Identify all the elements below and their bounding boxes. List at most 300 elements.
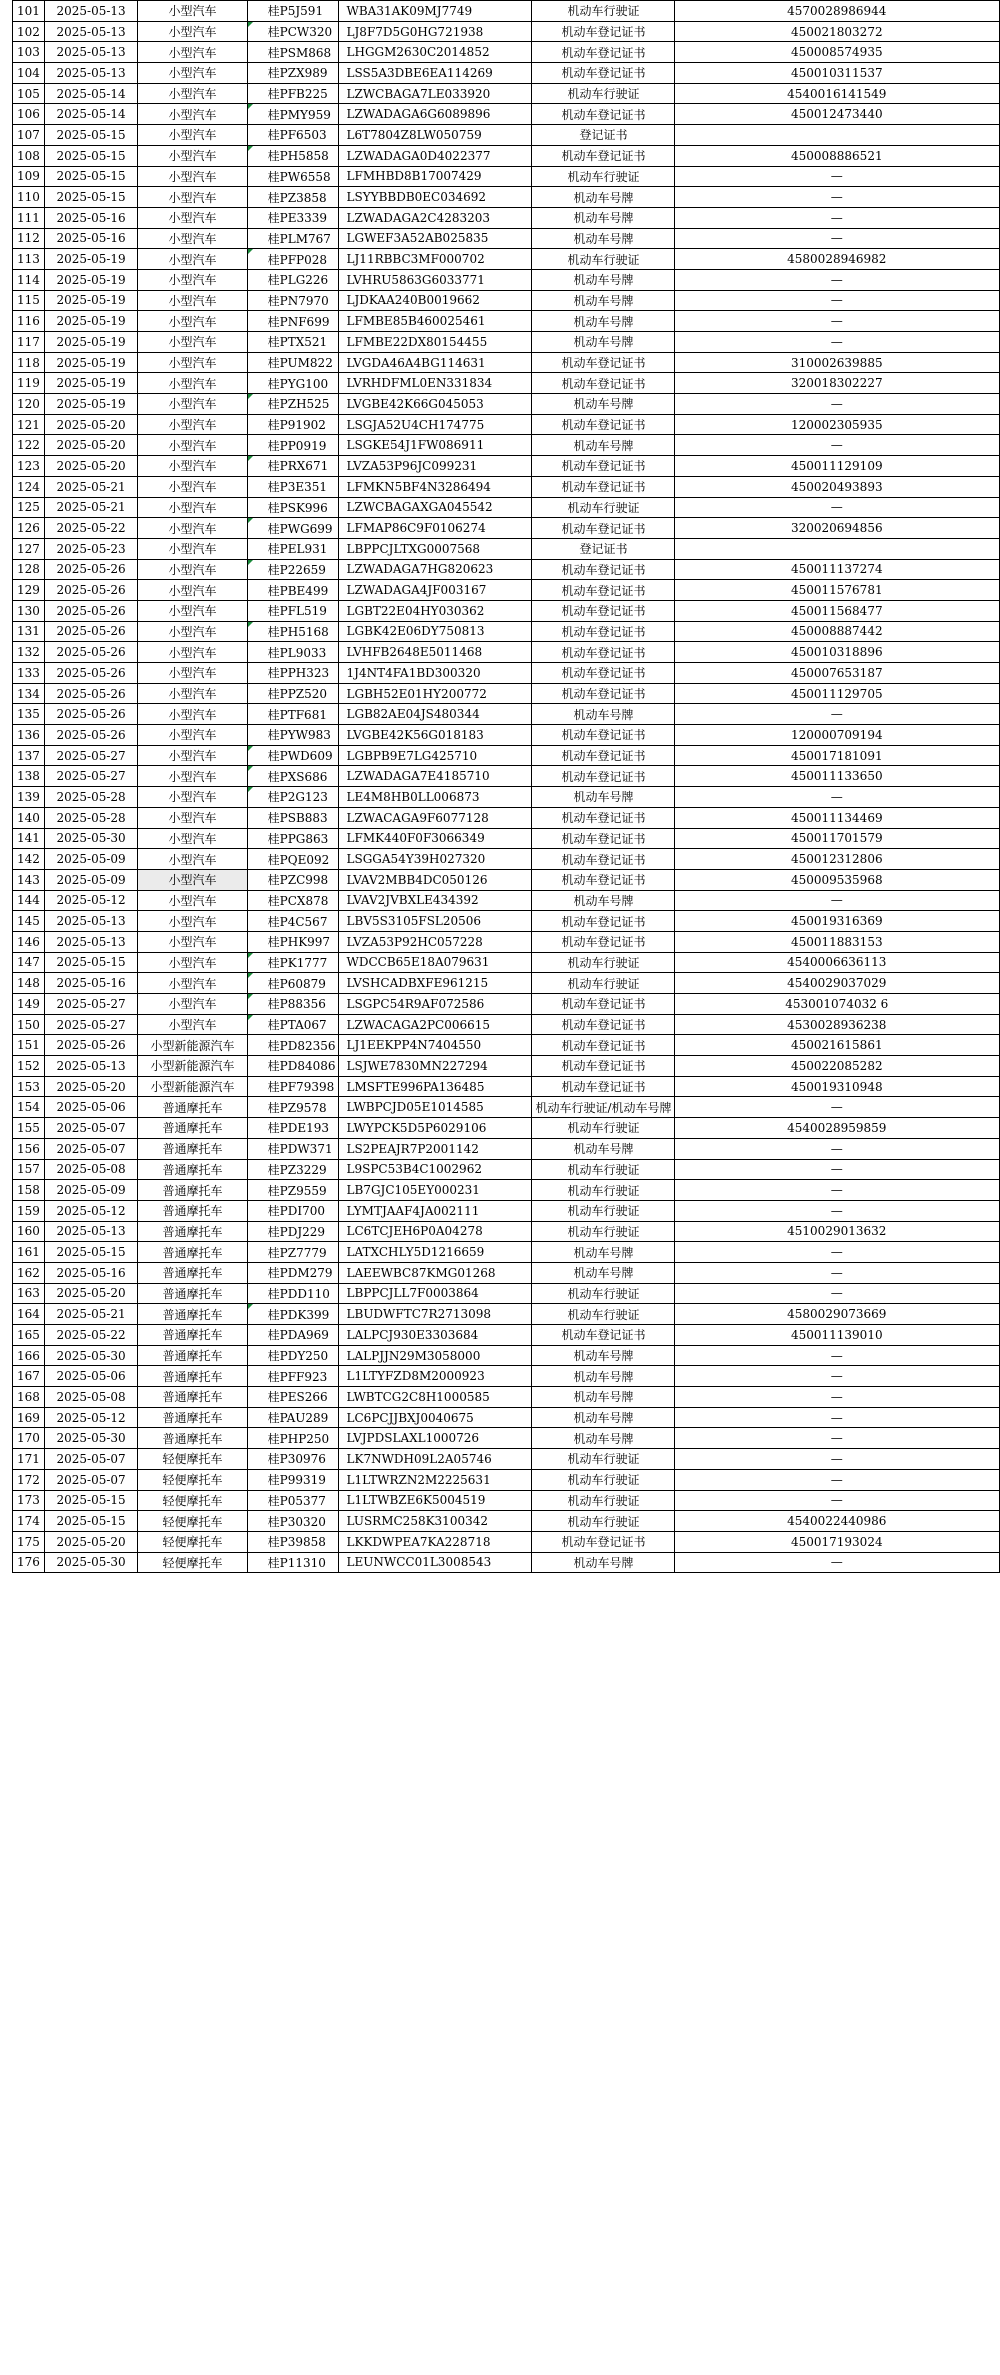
vehicle-type-cell[interactable]: 小型汽车 [138, 683, 247, 704]
vin-cell[interactable]: 1J4NT4FA1BD300320 [338, 663, 531, 684]
vehicle-type-cell[interactable]: 小型汽车 [138, 766, 247, 787]
vin-cell[interactable]: LBUDWFTC7R2713098 [338, 1304, 531, 1325]
certificate-number-cell[interactable]: — [674, 1242, 999, 1263]
date-cell[interactable]: 2025-05-26 [44, 642, 137, 663]
row-number-cell[interactable]: 168 [13, 1387, 45, 1408]
row-number-cell[interactable]: 176 [13, 1552, 45, 1573]
row-number-cell[interactable]: 145 [13, 911, 45, 932]
plate-number-cell[interactable]: 桂PZC998 [247, 869, 338, 890]
row-number-cell[interactable]: 148 [13, 973, 45, 994]
row-number-cell[interactable]: 166 [13, 1345, 45, 1366]
date-cell[interactable]: 2025-05-26 [44, 600, 137, 621]
document-type-cell[interactable]: 机动车登记证书 [531, 456, 674, 477]
document-type-cell[interactable]: 机动车号牌 [531, 290, 674, 311]
row-number-cell[interactable]: 129 [13, 580, 45, 601]
row-number-cell[interactable]: 161 [13, 1242, 45, 1263]
plate-number-cell[interactable]: 桂PDW371 [247, 1138, 338, 1159]
certificate-number-cell[interactable]: — [674, 1366, 999, 1387]
certificate-number-cell[interactable]: 450008574935 [674, 42, 999, 63]
vehicle-type-cell[interactable]: 小型汽车 [138, 125, 247, 146]
certificate-number-cell[interactable]: 450022085282 [674, 1056, 999, 1077]
row-number-cell[interactable]: 114 [13, 269, 45, 290]
vin-cell[interactable]: LBPPCJLTXG0007568 [338, 538, 531, 559]
plate-number-cell[interactable]: 桂P99319 [247, 1469, 338, 1490]
row-number-cell[interactable]: 123 [13, 456, 45, 477]
vehicle-type-cell[interactable]: 轻便摩托车 [138, 1511, 247, 1532]
document-type-cell[interactable]: 机动车登记证书 [531, 663, 674, 684]
vin-cell[interactable]: LK7NWDH09L2A05746 [338, 1449, 531, 1470]
certificate-number-cell[interactable]: — [674, 1159, 999, 1180]
vin-cell[interactable]: LWYPCK5D5P6029106 [338, 1118, 531, 1139]
vin-cell[interactable]: LFMK440F0F3066349 [338, 828, 531, 849]
document-type-cell[interactable]: 机动车号牌 [531, 394, 674, 415]
row-number-cell[interactable]: 135 [13, 704, 45, 725]
row-number-cell[interactable]: 108 [13, 145, 45, 166]
certificate-number-cell[interactable]: 450011137274 [674, 559, 999, 580]
date-cell[interactable]: 2025-05-23 [44, 538, 137, 559]
vin-cell[interactable]: LYMTJAAF4JA002111 [338, 1200, 531, 1221]
vehicle-type-cell[interactable]: 小型汽车 [138, 1, 247, 22]
certificate-number-cell[interactable]: — [674, 332, 999, 353]
row-number-cell[interactable]: 139 [13, 787, 45, 808]
document-type-cell[interactable]: 机动车行驶证 [531, 166, 674, 187]
row-number-cell[interactable]: 116 [13, 311, 45, 332]
vehicle-type-cell[interactable]: 轻便摩托车 [138, 1490, 247, 1511]
document-type-cell[interactable]: 机动车登记证书 [531, 42, 674, 63]
certificate-number-cell[interactable]: — [674, 435, 999, 456]
row-number-cell[interactable]: 134 [13, 683, 45, 704]
date-cell[interactable]: 2025-05-19 [44, 290, 137, 311]
date-cell[interactable]: 2025-05-26 [44, 580, 137, 601]
date-cell[interactable]: 2025-05-15 [44, 1511, 137, 1532]
document-type-cell[interactable]: 机动车登记证书 [531, 1531, 674, 1552]
plate-number-cell[interactable]: 桂PTX521 [247, 332, 338, 353]
row-number-cell[interactable]: 140 [13, 807, 45, 828]
vin-cell[interactable]: LC6PCJJBXJ0040675 [338, 1407, 531, 1428]
vehicle-type-cell[interactable]: 小型汽车 [138, 663, 247, 684]
certificate-number-cell[interactable]: 450011568477 [674, 600, 999, 621]
row-number-cell[interactable]: 136 [13, 725, 45, 746]
vehicle-type-cell[interactable]: 小型汽车 [138, 828, 247, 849]
vin-cell[interactable]: LZWADAGA2C4283203 [338, 207, 531, 228]
date-cell[interactable]: 2025-05-30 [44, 828, 137, 849]
plate-number-cell[interactable]: 桂PDA969 [247, 1325, 338, 1346]
row-number-cell[interactable]: 111 [13, 207, 45, 228]
date-cell[interactable]: 2025-05-20 [44, 456, 137, 477]
plate-number-cell[interactable]: 桂PDJ229 [247, 1221, 338, 1242]
plate-number-cell[interactable]: 桂PNF699 [247, 311, 338, 332]
certificate-number-cell[interactable]: 4540006636113 [674, 952, 999, 973]
row-number-cell[interactable]: 167 [13, 1366, 45, 1387]
vehicle-type-cell[interactable]: 普通摩托车 [138, 1428, 247, 1449]
date-cell[interactable]: 2025-05-15 [44, 187, 137, 208]
vin-cell[interactable]: LHGGM2630C2014852 [338, 42, 531, 63]
date-cell[interactable]: 2025-05-26 [44, 683, 137, 704]
date-cell[interactable]: 2025-05-27 [44, 1014, 137, 1035]
certificate-number-cell[interactable]: 450017181091 [674, 745, 999, 766]
row-number-cell[interactable]: 149 [13, 994, 45, 1015]
vehicle-type-cell[interactable]: 小型汽车 [138, 104, 247, 125]
plate-number-cell[interactable]: 桂PD82356 [247, 1035, 338, 1056]
vin-cell[interactable]: LZWCBAGAXGA045542 [338, 497, 531, 518]
certificate-number-cell[interactable]: — [674, 890, 999, 911]
vin-cell[interactable]: LB7GJC105EY000231 [338, 1180, 531, 1201]
document-type-cell[interactable]: 机动车号牌 [531, 890, 674, 911]
vehicle-type-cell[interactable]: 小型汽车 [138, 725, 247, 746]
vehicle-type-cell[interactable]: 小型汽车 [138, 187, 247, 208]
certificate-number-cell[interactable]: 450011139010 [674, 1325, 999, 1346]
vehicle-type-cell[interactable]: 小型汽车 [138, 166, 247, 187]
document-type-cell[interactable]: 机动车行驶证 [531, 1118, 674, 1139]
row-number-cell[interactable]: 164 [13, 1304, 45, 1325]
row-number-cell[interactable]: 118 [13, 352, 45, 373]
plate-number-cell[interactable]: 桂P2G123 [247, 787, 338, 808]
date-cell[interactable]: 2025-05-07 [44, 1469, 137, 1490]
vin-cell[interactable]: L6T7804Z8LW050759 [338, 125, 531, 146]
vin-cell[interactable]: LATXCHLY5D1216659 [338, 1242, 531, 1263]
vehicle-type-cell[interactable]: 小型汽车 [138, 973, 247, 994]
vin-cell[interactable]: LFMAP86C9F0106274 [338, 518, 531, 539]
vin-cell[interactable]: L1LTYFZD8M2000923 [338, 1366, 531, 1387]
document-type-cell[interactable]: 机动车登记证书 [531, 994, 674, 1015]
certificate-number-cell[interactable]: 450010318896 [674, 642, 999, 663]
vin-cell[interactable]: LVSHCADBXFE961215 [338, 973, 531, 994]
date-cell[interactable]: 2025-05-22 [44, 1325, 137, 1346]
vin-cell[interactable]: LKKDWPEA7KA228718 [338, 1531, 531, 1552]
row-number-cell[interactable]: 138 [13, 766, 45, 787]
document-type-cell[interactable]: 机动车号牌 [531, 1387, 674, 1408]
certificate-number-cell[interactable]: — [674, 787, 999, 808]
document-type-cell[interactable]: 机动车登记证书 [531, 745, 674, 766]
certificate-number-cell[interactable]: 450019316369 [674, 911, 999, 932]
vehicle-type-cell[interactable]: 小型汽车 [138, 807, 247, 828]
plate-number-cell[interactable]: 桂PZ3858 [247, 187, 338, 208]
plate-number-cell[interactable]: 桂PLG226 [247, 269, 338, 290]
document-type-cell[interactable]: 机动车号牌 [531, 704, 674, 725]
vehicle-type-cell[interactable]: 普通摩托车 [138, 1325, 247, 1346]
row-number-cell[interactable]: 109 [13, 166, 45, 187]
date-cell[interactable]: 2025-05-07 [44, 1118, 137, 1139]
certificate-number-cell[interactable]: 450008886521 [674, 145, 999, 166]
date-cell[interactable]: 2025-05-30 [44, 1345, 137, 1366]
date-cell[interactable]: 2025-05-12 [44, 1407, 137, 1428]
plate-number-cell[interactable]: 桂PF6503 [247, 125, 338, 146]
document-type-cell[interactable]: 机动车登记证书 [531, 1325, 674, 1346]
vehicle-type-cell[interactable]: 小型汽车 [138, 414, 247, 435]
plate-number-cell[interactable]: 桂PDD110 [247, 1283, 338, 1304]
certificate-number-cell[interactable]: — [674, 1469, 999, 1490]
certificate-number-cell[interactable]: — [674, 228, 999, 249]
vin-cell[interactable]: LEUNWCC01L3008543 [338, 1552, 531, 1573]
certificate-number-cell[interactable]: 4570028986944 [674, 1, 999, 22]
certificate-number-cell[interactable]: — [674, 269, 999, 290]
vehicle-type-cell[interactable]: 小型汽车 [138, 787, 247, 808]
vin-cell[interactable]: L9SPC53B4C1002962 [338, 1159, 531, 1180]
row-number-cell[interactable]: 115 [13, 290, 45, 311]
certificate-number-cell[interactable]: — [674, 1449, 999, 1470]
row-number-cell[interactable]: 126 [13, 518, 45, 539]
row-number-cell[interactable]: 131 [13, 621, 45, 642]
date-cell[interactable]: 2025-05-19 [44, 394, 137, 415]
certificate-number-cell[interactable]: 120002305935 [674, 414, 999, 435]
vehicle-type-cell[interactable]: 小型新能源汽车 [138, 1076, 247, 1097]
plate-number-cell[interactable]: 桂PFP028 [247, 249, 338, 270]
document-type-cell[interactable]: 机动车登记证书 [531, 63, 674, 84]
vehicle-type-cell[interactable]: 小型汽车 [138, 994, 247, 1015]
date-cell[interactable]: 2025-05-19 [44, 269, 137, 290]
document-type-cell[interactable]: 机动车行驶证 [531, 249, 674, 270]
vehicle-type-cell[interactable]: 小型汽车 [138, 911, 247, 932]
plate-number-cell[interactable]: 桂PDK399 [247, 1304, 338, 1325]
date-cell[interactable]: 2025-05-08 [44, 1159, 137, 1180]
plate-number-cell[interactable]: 桂PLM767 [247, 228, 338, 249]
vehicle-type-cell[interactable]: 小型汽车 [138, 621, 247, 642]
vin-cell[interactable]: LGWEF3A52AB025835 [338, 228, 531, 249]
certificate-number-cell[interactable]: — [674, 290, 999, 311]
document-type-cell[interactable]: 机动车登记证书 [531, 1076, 674, 1097]
vehicle-type-cell[interactable]: 小型汽车 [138, 332, 247, 353]
row-number-cell[interactable]: 157 [13, 1159, 45, 1180]
row-number-cell[interactable]: 117 [13, 332, 45, 353]
certificate-number-cell[interactable]: 4540016141549 [674, 83, 999, 104]
vin-cell[interactable]: LE4M8HB0LL006873 [338, 787, 531, 808]
date-cell[interactable]: 2025-05-22 [44, 518, 137, 539]
row-number-cell[interactable]: 143 [13, 869, 45, 890]
vin-cell[interactable]: LFMHBD8B17007429 [338, 166, 531, 187]
vin-cell[interactable]: WBA31AK09MJ7749 [338, 1, 531, 22]
row-number-cell[interactable]: 174 [13, 1511, 45, 1532]
certificate-number-cell[interactable]: 4540029037029 [674, 973, 999, 994]
date-cell[interactable]: 2025-05-14 [44, 83, 137, 104]
vehicle-type-cell[interactable]: 小型汽车 [138, 745, 247, 766]
date-cell[interactable]: 2025-05-30 [44, 1552, 137, 1573]
certificate-number-cell[interactable]: 450011129109 [674, 456, 999, 477]
document-type-cell[interactable]: 机动车号牌 [531, 311, 674, 332]
certificate-number-cell[interactable]: — [674, 1345, 999, 1366]
vin-cell[interactable]: LFMKN5BF4N3286494 [338, 476, 531, 497]
vin-cell[interactable]: LGB82AE04JS480344 [338, 704, 531, 725]
certificate-number-cell[interactable]: 450011133650 [674, 766, 999, 787]
plate-number-cell[interactable]: 桂PFF923 [247, 1366, 338, 1387]
plate-number-cell[interactable]: 桂PL9033 [247, 642, 338, 663]
document-type-cell[interactable]: 机动车行驶证 [531, 952, 674, 973]
plate-number-cell[interactable]: 桂PTA067 [247, 1014, 338, 1035]
vehicle-type-cell[interactable]: 小型汽车 [138, 290, 247, 311]
vehicle-type-cell[interactable]: 小型新能源汽车 [138, 1035, 247, 1056]
document-type-cell[interactable]: 机动车登记证书 [531, 807, 674, 828]
vin-cell[interactable]: LFMBE85B460025461 [338, 311, 531, 332]
certificate-number-cell[interactable]: — [674, 497, 999, 518]
vin-cell[interactable]: LVZA53P92HC057228 [338, 931, 531, 952]
document-type-cell[interactable]: 登记证书 [531, 125, 674, 146]
vin-cell[interactable]: LSYYBBDB0EC034692 [338, 187, 531, 208]
row-number-cell[interactable]: 137 [13, 745, 45, 766]
plate-number-cell[interactable]: 桂PPG863 [247, 828, 338, 849]
row-number-cell[interactable]: 153 [13, 1076, 45, 1097]
date-cell[interactable]: 2025-05-28 [44, 807, 137, 828]
vin-cell[interactable]: LALPJJN29M3058000 [338, 1345, 531, 1366]
document-type-cell[interactable]: 机动车登记证书 [531, 1014, 674, 1035]
plate-number-cell[interactable]: 桂P05377 [247, 1490, 338, 1511]
document-type-cell[interactable]: 机动车号牌 [531, 1407, 674, 1428]
vehicle-type-cell[interactable]: 普通摩托车 [138, 1138, 247, 1159]
row-number-cell[interactable]: 144 [13, 890, 45, 911]
certificate-number-cell[interactable]: 450007653187 [674, 663, 999, 684]
row-number-cell[interactable]: 173 [13, 1490, 45, 1511]
certificate-number-cell[interactable]: — [674, 1097, 999, 1118]
date-cell[interactable]: 2025-05-21 [44, 476, 137, 497]
document-type-cell[interactable]: 机动车号牌 [531, 269, 674, 290]
vehicle-type-cell[interactable]: 普通摩托车 [138, 1159, 247, 1180]
plate-number-cell[interactable]: 桂PZ7779 [247, 1242, 338, 1263]
plate-number-cell[interactable]: 桂P3E351 [247, 476, 338, 497]
vehicle-type-cell[interactable]: 小型新能源汽车 [138, 1056, 247, 1077]
plate-number-cell[interactable]: 桂PUM822 [247, 352, 338, 373]
plate-number-cell[interactable]: 桂PES266 [247, 1387, 338, 1408]
vehicle-type-cell[interactable]: 普通摩托车 [138, 1200, 247, 1221]
vin-cell[interactable]: LVJPDSLAXL1000726 [338, 1428, 531, 1449]
date-cell[interactable]: 2025-05-19 [44, 373, 137, 394]
plate-number-cell[interactable]: 桂PSK996 [247, 497, 338, 518]
vin-cell[interactable]: LZWACAGA9F6077128 [338, 807, 531, 828]
plate-number-cell[interactable]: 桂PZX989 [247, 63, 338, 84]
document-type-cell[interactable]: 机动车号牌 [531, 1366, 674, 1387]
certificate-number-cell[interactable]: 4540028959859 [674, 1118, 999, 1139]
date-cell[interactable]: 2025-05-09 [44, 869, 137, 890]
vehicle-type-cell[interactable]: 轻便摩托车 [138, 1552, 247, 1573]
certificate-number-cell[interactable]: 450011883153 [674, 931, 999, 952]
plate-number-cell[interactable]: 桂PFL519 [247, 600, 338, 621]
document-type-cell[interactable]: 机动车号牌 [531, 1428, 674, 1449]
date-cell[interactable]: 2025-05-13 [44, 911, 137, 932]
plate-number-cell[interactable]: 桂P30320 [247, 1511, 338, 1532]
vin-cell[interactable]: LJ11RBBC3MF000702 [338, 249, 531, 270]
row-number-cell[interactable]: 170 [13, 1428, 45, 1449]
date-cell[interactable]: 2025-05-15 [44, 145, 137, 166]
document-type-cell[interactable]: 机动车号牌 [531, 228, 674, 249]
row-number-cell[interactable]: 112 [13, 228, 45, 249]
plate-number-cell[interactable]: 桂PRX671 [247, 456, 338, 477]
vin-cell[interactable]: L1LTWRZN2M2225631 [338, 1469, 531, 1490]
date-cell[interactable]: 2025-05-16 [44, 1262, 137, 1283]
document-type-cell[interactable]: 机动车行驶证 [531, 1180, 674, 1201]
plate-number-cell[interactable]: 桂P30976 [247, 1449, 338, 1470]
vehicle-type-cell[interactable]: 小型汽车 [138, 394, 247, 415]
certificate-number-cell[interactable]: 450021803272 [674, 21, 999, 42]
date-cell[interactable]: 2025-05-26 [44, 1035, 137, 1056]
row-number-cell[interactable]: 156 [13, 1138, 45, 1159]
certificate-number-cell[interactable]: — [674, 1180, 999, 1201]
certificate-number-cell[interactable]: — [674, 1200, 999, 1221]
certificate-number-cell[interactable]: — [674, 1138, 999, 1159]
document-type-cell[interactable]: 机动车行驶证 [531, 1449, 674, 1470]
certificate-number-cell[interactable]: 450011701579 [674, 828, 999, 849]
certificate-number-cell[interactable]: 450011134469 [674, 807, 999, 828]
plate-number-cell[interactable]: 桂PCW320 [247, 21, 338, 42]
plate-number-cell[interactable]: 桂PP0919 [247, 435, 338, 456]
vin-cell[interactable]: LMSFTE996PA136485 [338, 1076, 531, 1097]
date-cell[interactable]: 2025-05-26 [44, 663, 137, 684]
plate-number-cell[interactable]: 桂PDM279 [247, 1262, 338, 1283]
vehicle-type-cell[interactable]: 小型汽车 [138, 352, 247, 373]
document-type-cell[interactable]: 机动车登记证书 [531, 21, 674, 42]
vehicle-type-cell[interactable]: 小型汽车 [138, 518, 247, 539]
date-cell[interactable]: 2025-05-26 [44, 725, 137, 746]
document-type-cell[interactable]: 机动车行驶证 [531, 1490, 674, 1511]
vehicle-type-cell[interactable]: 普通摩托车 [138, 1387, 247, 1408]
vin-cell[interactable]: LVGDA46A4BG114631 [338, 352, 531, 373]
row-number-cell[interactable]: 163 [13, 1283, 45, 1304]
row-number-cell[interactable]: 124 [13, 476, 45, 497]
vin-cell[interactable]: LVHFB2648E5011468 [338, 642, 531, 663]
date-cell[interactable]: 2025-05-27 [44, 745, 137, 766]
certificate-number-cell[interactable]: 4510029013632 [674, 1221, 999, 1242]
row-number-cell[interactable]: 125 [13, 497, 45, 518]
document-type-cell[interactable]: 机动车行驶证 [531, 1221, 674, 1242]
row-number-cell[interactable]: 155 [13, 1118, 45, 1139]
vehicle-type-cell[interactable]: 小型汽车 [138, 704, 247, 725]
vehicle-type-cell[interactable]: 普通摩托车 [138, 1118, 247, 1139]
document-type-cell[interactable]: 机动车行驶证 [531, 1, 674, 22]
plate-number-cell[interactable]: 桂PZ3229 [247, 1159, 338, 1180]
document-type-cell[interactable]: 机动车行驶证 [531, 83, 674, 104]
document-type-cell[interactable]: 机动车号牌 [531, 207, 674, 228]
row-number-cell[interactable]: 119 [13, 373, 45, 394]
row-number-cell[interactable]: 146 [13, 931, 45, 952]
vehicle-type-cell[interactable]: 小型汽车 [138, 269, 247, 290]
date-cell[interactable]: 2025-05-26 [44, 704, 137, 725]
row-number-cell[interactable]: 147 [13, 952, 45, 973]
certificate-number-cell[interactable]: — [674, 394, 999, 415]
vin-cell[interactable]: LWBTCG2C8H1000585 [338, 1387, 531, 1408]
vehicle-type-cell[interactable]: 小型汽车 [138, 538, 247, 559]
row-number-cell[interactable]: 158 [13, 1180, 45, 1201]
date-cell[interactable]: 2025-05-16 [44, 228, 137, 249]
document-type-cell[interactable]: 机动车登记证书 [531, 580, 674, 601]
date-cell[interactable]: 2025-05-08 [44, 1387, 137, 1408]
row-number-cell[interactable]: 103 [13, 42, 45, 63]
vin-cell[interactable]: LZWADAGA7HG820623 [338, 559, 531, 580]
plate-number-cell[interactable]: 桂PTF681 [247, 704, 338, 725]
vin-cell[interactable]: LZWCBAGA7LE033920 [338, 83, 531, 104]
document-type-cell[interactable]: 机动车号牌 [531, 1262, 674, 1283]
row-number-cell[interactable]: 160 [13, 1221, 45, 1242]
date-cell[interactable]: 2025-05-09 [44, 1180, 137, 1201]
row-number-cell[interactable]: 150 [13, 1014, 45, 1035]
date-cell[interactable]: 2025-05-13 [44, 931, 137, 952]
vehicle-type-cell[interactable]: 小型汽车 [138, 642, 247, 663]
vin-cell[interactable]: LVHRU5863G6033771 [338, 269, 531, 290]
date-cell[interactable]: 2025-05-26 [44, 559, 137, 580]
row-number-cell[interactable]: 122 [13, 435, 45, 456]
vehicle-type-cell[interactable]: 普通摩托车 [138, 1097, 247, 1118]
vin-cell[interactable]: LVGBE42K56G018183 [338, 725, 531, 746]
document-type-cell[interactable]: 机动车行驶证 [531, 1469, 674, 1490]
vehicle-type-cell[interactable]: 小型汽车 [138, 207, 247, 228]
document-type-cell[interactable]: 机动车登记证书 [531, 518, 674, 539]
row-number-cell[interactable]: 105 [13, 83, 45, 104]
vin-cell[interactable]: LS2PEAJR7P2001142 [338, 1138, 531, 1159]
plate-number-cell[interactable]: 桂PF79398 [247, 1076, 338, 1097]
row-number-cell[interactable]: 107 [13, 125, 45, 146]
date-cell[interactable]: 2025-05-07 [44, 1449, 137, 1470]
document-type-cell[interactable]: 机动车登记证书 [531, 828, 674, 849]
document-type-cell[interactable]: 机动车登记证书 [531, 849, 674, 870]
vehicle-type-cell[interactable]: 小型汽车 [138, 497, 247, 518]
vehicle-type-cell[interactable]: 小型汽车 [138, 890, 247, 911]
vehicle-type-cell[interactable]: 普通摩托车 [138, 1262, 247, 1283]
vehicle-type-cell[interactable]: 小型汽车 [138, 456, 247, 477]
